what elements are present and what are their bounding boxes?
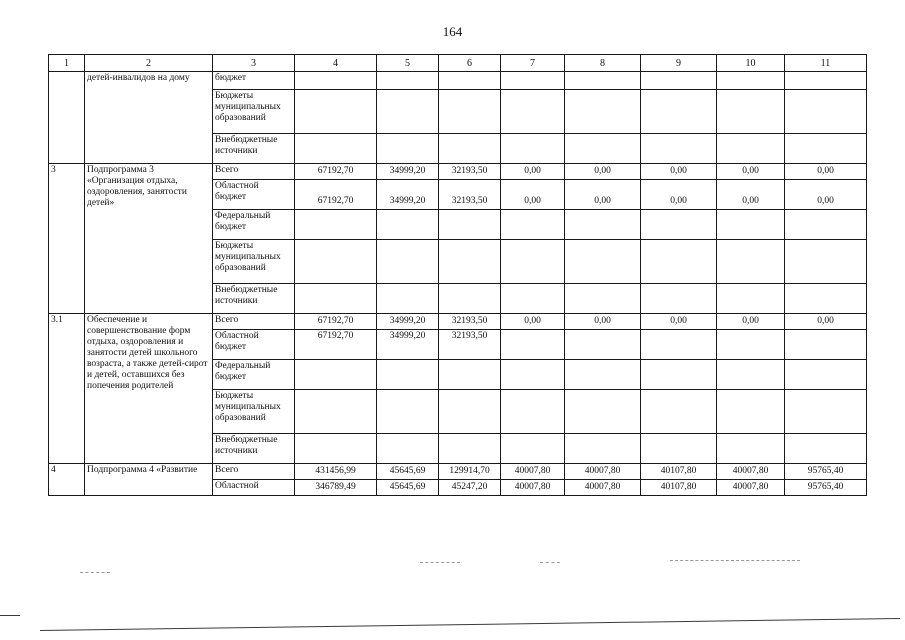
value-cell [641,240,717,284]
value-cell [501,434,565,464]
value-cell: 34999,20 [377,164,439,180]
value-cell [377,360,439,390]
value-cell [439,434,501,464]
value-cell: 0,00 [785,180,867,210]
value-cell: 0,00 [641,180,717,210]
value-cell: 0,00 [565,314,641,330]
value-cell [439,210,501,240]
value-cell: 95765,40 [785,480,867,496]
value-cell: 0,00 [717,314,785,330]
source-cell: Областной бюджет [213,180,295,210]
value-cell: 95765,40 [785,464,867,480]
value-cell: 45247,20 [439,480,501,496]
value-cell: 45645,69 [377,464,439,480]
page-number: 164 [442,24,463,39]
value-cell [501,360,565,390]
value-cell: 0,00 [785,314,867,330]
value-cell [565,434,641,464]
value-cell [641,434,717,464]
source-cell: Всего [213,464,295,480]
value-cell [785,360,867,390]
value-cell: 34999,20 [377,314,439,330]
value-cell [377,390,439,434]
value-cell [717,284,785,314]
value-cell [295,284,377,314]
value-cell: 67192,70 [295,180,377,210]
value-cell [377,72,439,90]
value-cell [295,434,377,464]
value-cell: 40007,80 [717,464,785,480]
header-cell: 7 [501,55,565,72]
source-cell: Бюджеты муниципальных образований [213,240,295,284]
header-cell: 11 [785,55,867,72]
value-cell [295,134,377,164]
value-cell [641,330,717,360]
value-cell [295,240,377,284]
value-cell: 0,00 [717,180,785,210]
value-cell: 0,00 [501,180,565,210]
value-cell [641,90,717,134]
value-cell [565,134,641,164]
value-cell: 431456,99 [295,464,377,480]
value-cell [439,390,501,434]
value-cell: 0,00 [641,314,717,330]
budget-table [48,54,867,496]
row-index-cell [49,72,85,164]
value-cell: 40007,80 [717,480,785,496]
table-row [49,464,867,480]
value-cell [565,240,641,284]
row-index-cell: 3 [49,164,85,314]
source-cell: Областной [213,480,295,496]
value-cell [717,390,785,434]
source-cell: бюджет [213,72,295,90]
value-cell: 32193,50 [439,330,501,360]
value-cell [565,284,641,314]
value-cell [377,240,439,284]
value-cell [785,134,867,164]
row-index-cell: 3.1 [49,314,85,464]
value-cell [295,210,377,240]
value-cell [785,330,867,360]
value-cell: 0,00 [565,164,641,180]
source-cell: Федеральный бюджет [213,360,295,390]
table-row [49,164,867,180]
header-cell: 10 [717,55,785,72]
value-cell [641,210,717,240]
value-cell: 40107,80 [641,464,717,480]
value-cell [501,390,565,434]
value-cell [439,72,501,90]
value-cell [785,284,867,314]
value-cell [785,390,867,434]
value-cell: 0,00 [565,180,641,210]
value-cell [377,134,439,164]
value-cell [565,390,641,434]
row-name-cell: Подпрограмма 4 «Развитие [85,464,213,496]
scan-artifact [420,562,460,564]
value-cell [565,210,641,240]
header-cell: 1 [49,55,85,72]
header-row [49,55,867,72]
source-cell: Всего [213,164,295,180]
row-name-cell: Обеспечение и совершенствование форм отдыха, оздоровления и занятости детей школьного возраста, а также детей-сирот и детей, оставшихся без попечения родителей [85,314,213,464]
value-cell [785,90,867,134]
source-cell: Внебюджетные источники [213,434,295,464]
value-cell [439,360,501,390]
row-name-cell: Подпрограмма 3 «Организация отдыха, оздоровления, занятости детей» [85,164,213,314]
value-cell [501,284,565,314]
source-cell: Внебюджетные источники [213,134,295,164]
value-cell [641,134,717,164]
row-index-cell: 4 [49,464,85,496]
header-cell: 5 [377,55,439,72]
value-cell [377,434,439,464]
value-cell [641,284,717,314]
scan-artifact [80,572,110,574]
header-cell: 6 [439,55,501,72]
value-cell [565,360,641,390]
value-cell [717,90,785,134]
table-row [49,72,867,90]
value-cell [501,240,565,284]
value-cell: 40007,80 [565,480,641,496]
value-cell [565,90,641,134]
value-cell: 0,00 [717,164,785,180]
header-cell: 8 [565,55,641,72]
table-row [49,314,867,330]
source-cell: Бюджеты муниципальных образований [213,90,295,134]
value-cell: 32193,50 [439,180,501,210]
value-cell: 0,00 [785,164,867,180]
value-cell [785,240,867,284]
value-cell [717,434,785,464]
value-cell [565,72,641,90]
value-cell [439,90,501,134]
value-cell [641,390,717,434]
value-cell: 67192,70 [295,164,377,180]
value-cell [377,284,439,314]
scan-artifact [540,562,560,564]
value-cell: 67192,70 [295,314,377,330]
value-cell [501,90,565,134]
value-cell: 346789,49 [295,480,377,496]
value-cell: 34999,20 [377,330,439,360]
header-cell: 9 [641,55,717,72]
value-cell [295,72,377,90]
source-cell: Областной бюджет [213,330,295,360]
value-cell: 129914,70 [439,464,501,480]
row-name-cell: детей-инвалидов на дому [85,72,213,164]
value-cell [439,240,501,284]
value-cell [377,90,439,134]
value-cell [295,390,377,434]
header-cell: 4 [295,55,377,72]
value-cell: 40007,80 [501,464,565,480]
value-cell: 40107,80 [641,480,717,496]
value-cell: 32193,50 [439,164,501,180]
value-cell: 67192,70 [295,330,377,360]
value-cell [377,210,439,240]
header-cell: 3 [213,55,295,72]
value-cell [641,72,717,90]
scan-artifact [0,615,20,616]
header-cell: 2 [85,55,213,72]
value-cell: 0,00 [501,164,565,180]
value-cell [501,330,565,360]
value-cell [785,434,867,464]
value-cell: 40007,80 [501,480,565,496]
source-cell: Внебюджетные источники [213,284,295,314]
scan-artifact [670,560,800,562]
scan-edge-line [40,618,900,631]
source-cell: Федеральный бюджет [213,210,295,240]
value-cell [501,134,565,164]
source-cell: Всего [213,314,295,330]
value-cell: 40007,80 [565,464,641,480]
value-cell [501,210,565,240]
value-cell [641,360,717,390]
value-cell: 32193,50 [439,314,501,330]
value-cell: 0,00 [501,314,565,330]
value-cell [295,90,377,134]
value-cell [785,210,867,240]
value-cell [717,134,785,164]
value-cell: 0,00 [641,164,717,180]
value-cell [717,240,785,284]
value-cell [501,72,565,90]
value-cell: 45645,69 [377,480,439,496]
value-cell [785,72,867,90]
source-cell: Бюджеты муниципальных образований [213,390,295,434]
value-cell: 34999,20 [377,180,439,210]
value-cell [565,330,641,360]
value-cell [439,134,501,164]
value-cell [717,210,785,240]
value-cell [717,72,785,90]
value-cell [295,360,377,390]
value-cell [439,284,501,314]
value-cell [717,330,785,360]
value-cell [717,360,785,390]
